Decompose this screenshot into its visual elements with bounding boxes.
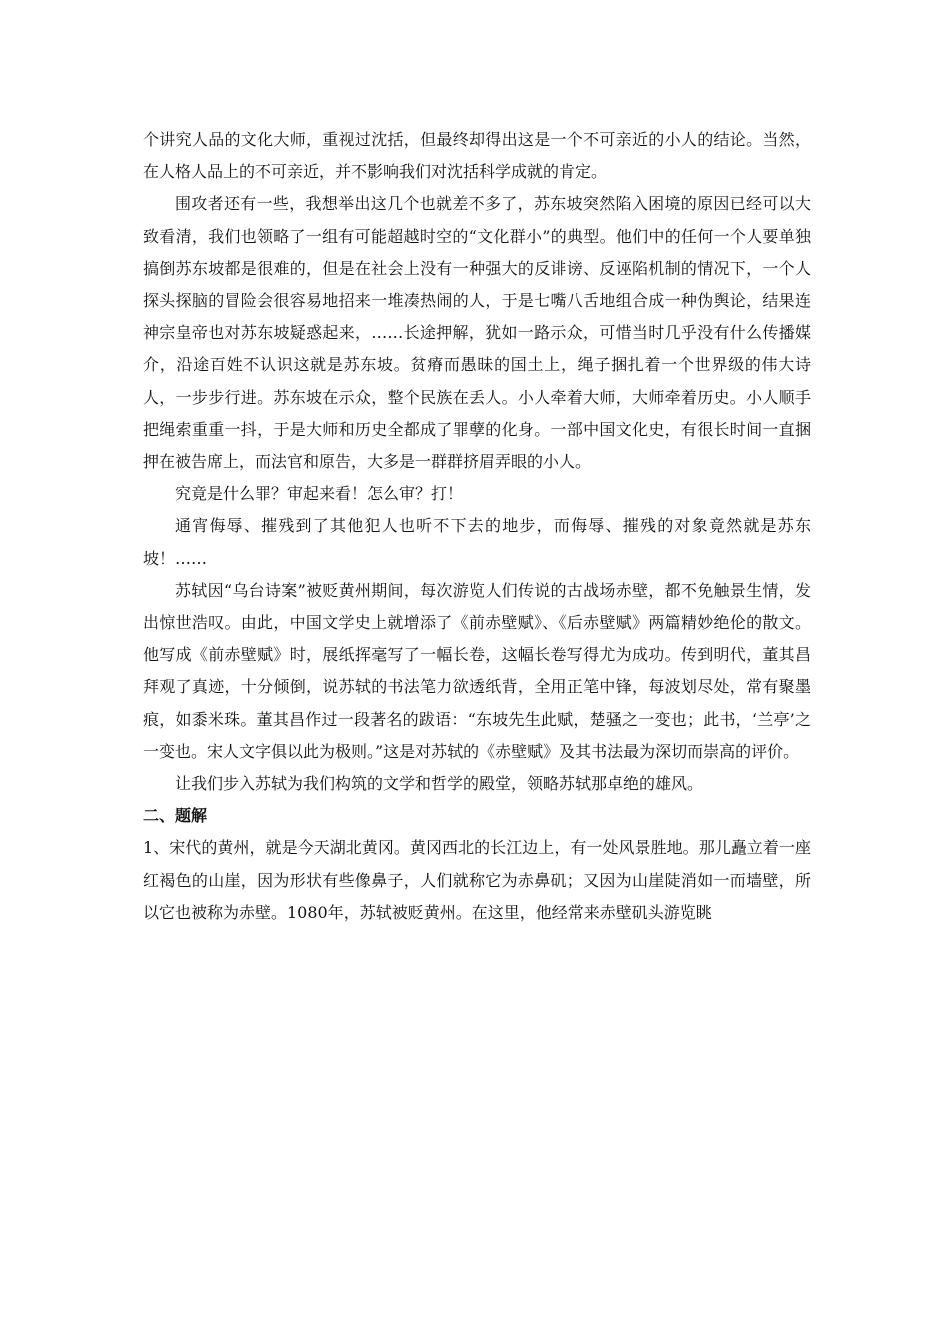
paragraph-title-explanation: 1、宋代的黄州，就是今天湖北黄冈。黄冈西北的长江边上，有一处风景胜地。那儿矗立着一座红褐色的山崖，因为形状有些像鼻子，人们就称它为赤鼻矶；又因为山崖陡消如一而墙壁，所以它也被称为赤壁。1080年，苏轼被贬黄州。在这里，他经常来赤壁矶头游览眺 <box>143 838 811 922</box>
section-heading: 二、题解 <box>143 806 208 826</box>
paragraph-continuation: 个讲究人品的文化大师，重视过沈括，但最终却得出这是一个不可亲近的小人的结论。当然，在人格人品上的不可亲近，并不影响我们对沈括科学成就的肯定。 <box>143 130 811 182</box>
paragraph-besiegers: 围攻者还有一些，我想举出这几个也就差不多了，苏东坡突然陷入困境的原因已经可以大致看清，我们也领略了一组有可能超越时空的“文化群小”的典型。他们中的任何一个人要单独搞倒苏东坡都是很难的，但是在社会上没有一种强大的反诽谤、反诬陷机制的情况下，一个人探头探脑的冒险会很容易地招来一堆凑热闹的人，于是七嘴八舌地组合成一种伪舆论，结果连神宗皇帝也对苏东坡疑惑起来，……长途押解，犹如一路示众，可惜当时几乎没有什么传播媒介，沿途百姓不认识这就是苏东坡。贫瘠而愚昧的国土上，绳子捆扎着一个世界级的伟大诗人，一步步行进。苏东坡在示众，整个民族在丢人。小人牵着大师，大师牵着历史。小人顺手把绳索重重一抖，于是大师和历史全都成了罪孽的化身。一部中国文化史，有很长时间一直捆押在被告席上，而法官和原告，大多是一群群挤眉弄眼的小人。 <box>143 194 811 472</box>
document-body <box>143 124 811 929</box>
paragraph-humiliation: 通宵侮辱、摧残到了其他犯人也听不下去的地步，而侮辱、摧残的对象竟然就是苏东坡！…… <box>143 516 811 568</box>
paragraph-chibi: 苏轼因“乌台诗案”被贬黄州期间，每次游览人们传说的古战场赤壁，都不免触景生情，发出惊世浩叹。由此，中国文学史上就增添了《前赤壁赋》、《后赤壁赋》两篇精妙绝伦的散文。他写成《前赤壁赋》时，展纸挥毫写了一幅长卷，这幅长卷写得尤为成功。传到明代，董其昌拜观了真迹，十分倾倒，说苏轼的书法笔力欲透纸背，全用正笔中锋，每波划尽处，常有聚墨痕，如黍米珠。董其昌作过一段著名的跋语：“东坡先生此赋，楚骚之一变也；此书，‘兰亭’之一变也。宋人文字俱以此为极则。”这是对苏轼的《赤壁赋》及其书法最为深切而崇高的评价。 <box>143 580 811 761</box>
paragraph-question: 究竟是什么罪？审起来看！怎么审？打！ <box>175 484 464 504</box>
paragraph-invitation: 让我们步入苏轼为我们构筑的文学和哲学的殿堂，领略苏轼那卓绝的雄风。 <box>175 774 704 794</box>
